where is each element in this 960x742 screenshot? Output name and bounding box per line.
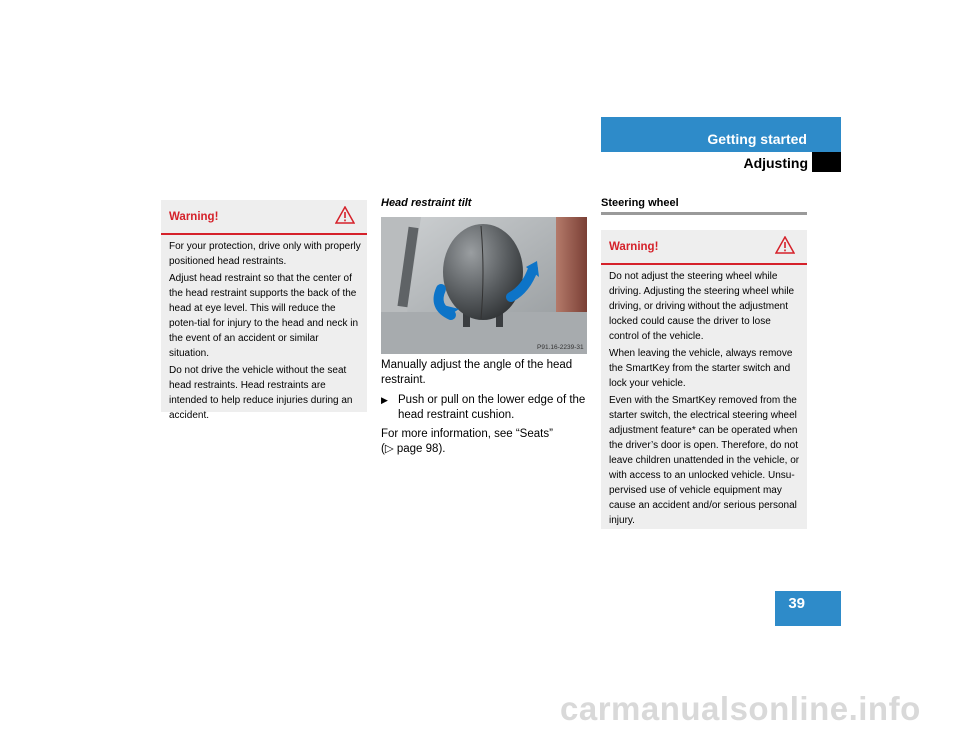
header-marker — [812, 152, 841, 172]
warning-body — [601, 265, 807, 536]
warning-paragraph: For your protection, drive only with properly positioned head restraints. — [169, 241, 361, 267]
warning-header — [601, 230, 807, 265]
warning-paragraph: Do not adjust the steering wheel while driving. Adjusting the steering wheel while driving, or driving without the adjustment locked could cause the driver to lose control of the vehicle. — [609, 271, 795, 342]
more-info: For more information, see “Seats” — [381, 428, 553, 440]
warning-body — [161, 235, 367, 431]
section-header — [601, 117, 841, 152]
intro-text: Manually adjust the angle of the head restraint. — [381, 359, 573, 386]
page-reference-link[interactable]: (▷ page 98). — [381, 443, 446, 455]
head-restraint-tilt-heading — [381, 197, 587, 209]
heading-rule — [601, 212, 807, 215]
subsection-title: Adjusting — [743, 155, 808, 171]
step-arrow-icon: ▶ — [381, 395, 388, 405]
section-title: Getting started — [707, 131, 807, 147]
head-restraint-illustration — [381, 217, 587, 354]
warning-paragraph: Adjust head restraint so that the center of the head restraint supports the back of the head at eye level. This will reduce the poten-tial for injury to the head and neck in the event of an accident or similar situation. — [169, 273, 359, 359]
warning-title: Warning! — [609, 241, 659, 253]
warning-paragraph: Even with the SmartKey removed from the starter switch, the electrical steering wheel adjustment feature* can be operated when the driver’s door is open. Therefore, do not leave children unattended in the vehicle, or with access to an unlocked vehicle. Unsu-pervised use of vehicle equipment may cause an accident and/or serious personal injury. — [609, 395, 800, 526]
warning-triangle-icon — [335, 206, 355, 224]
photo-code: P91.16-2239-31 — [537, 344, 584, 351]
warning-paragraph: When leaving the vehicle, always remove the SmartKey from the starter switch and lock your vehicle. — [609, 348, 793, 389]
warning-triangle-icon — [775, 236, 795, 254]
watermark: carmanualsonline.info — [560, 690, 921, 727]
warning-box-steering-wheel — [601, 230, 807, 529]
more-info-text — [381, 427, 587, 457]
warning-box-head-restraints — [161, 200, 367, 421]
head-restraint-photo — [381, 217, 587, 354]
page-number: 39 — [775, 591, 841, 626]
warning-title: Warning! — [169, 211, 219, 223]
section-heading: Head restraint tilt — [381, 197, 472, 209]
instruction-step — [381, 393, 587, 423]
step-text: Push or pull on the lower edge of the head restraint cushion. — [398, 394, 586, 421]
warning-header — [161, 200, 367, 235]
steering-wheel-heading: Steering wheel — [601, 197, 679, 209]
warning-paragraph: Do not drive the vehicle without the seat head restraints. Head restraints are intended to help reduce injuries during an accident. — [169, 365, 353, 421]
